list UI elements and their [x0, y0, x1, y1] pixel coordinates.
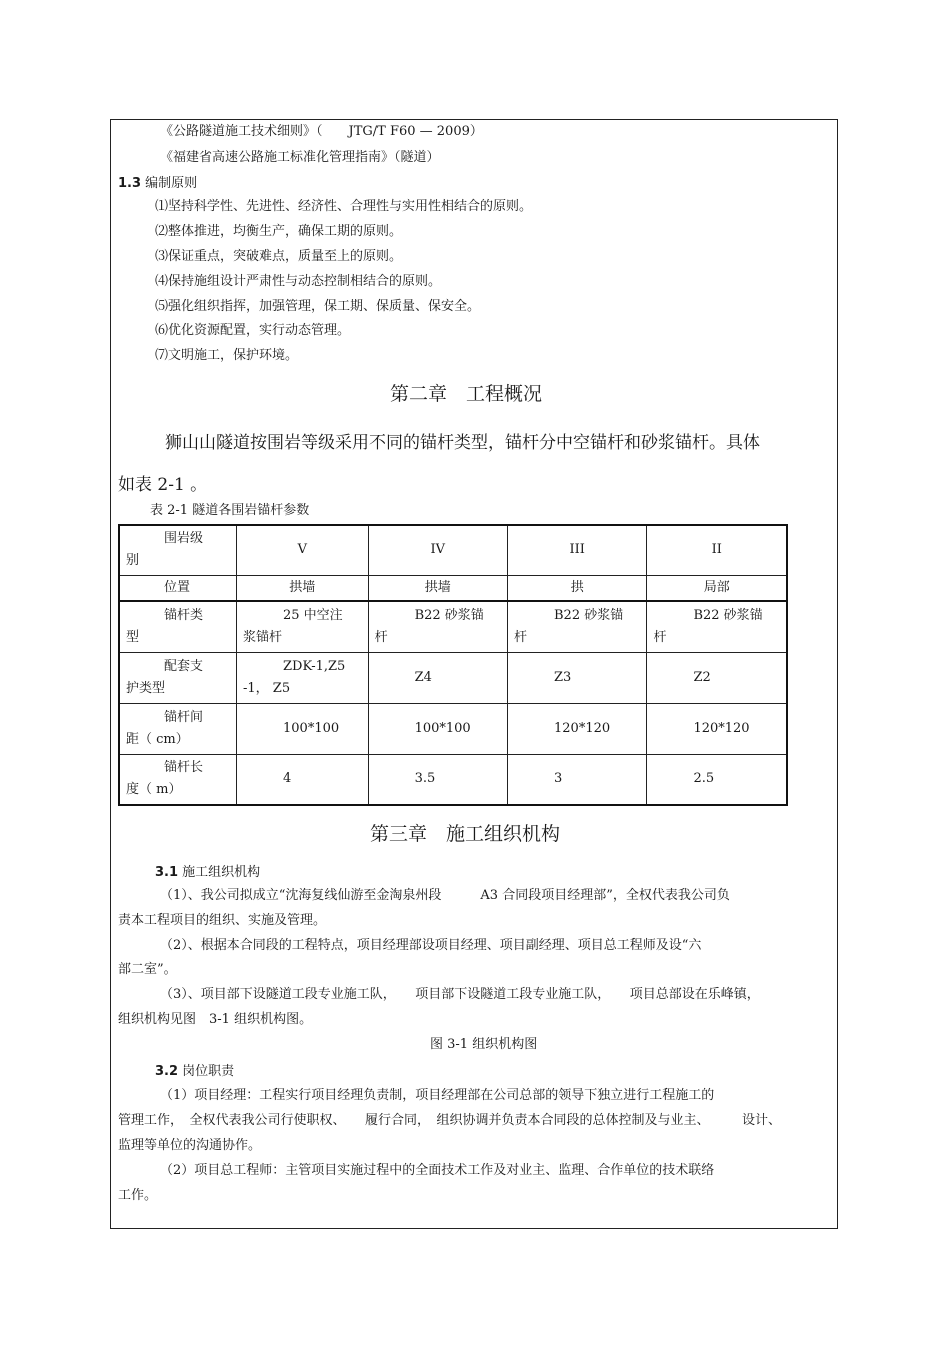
figure-caption: 图 3-1 组织机构图 — [430, 1037, 538, 1052]
table-cell: 25 中空注 浆锚杆 — [237, 601, 369, 652]
paragraph-line: （2）项目总工程师：主管项目实施过程中的全面技术工作及对业主、监理、合作单位的技术联络 — [160, 1163, 715, 1178]
principle-item: ⑺文明施工，保护环境。 — [155, 348, 299, 363]
principle-item: ⑵整体推进，均衡生产，确保工期的原则。 — [155, 224, 403, 239]
anchor-parameter-table — [118, 524, 788, 806]
grade-cell: V — [237, 525, 369, 575]
ref-line-1: 《公路隧道施工技术细则》（ JTG/T F60 — 2009） — [160, 124, 483, 139]
row-label: 锚杆长 度（ m） — [119, 754, 237, 805]
paragraph-line: （1）、我公司拟成立“沈海复线仙游至金淘泉州段 A3 合同段项目经理部”，全权代表我公司负 — [160, 888, 730, 903]
grade-cell: II — [647, 525, 787, 575]
table-cell: 3.5 — [368, 754, 507, 805]
table-cell: B22 砂浆锚 杆 — [368, 601, 507, 652]
chapter-3-title: 第三章 施工组织机构 — [370, 823, 561, 845]
table-cell: 100*100 — [368, 703, 507, 754]
table-cell: 拱墙 — [368, 575, 507, 601]
chapter-2-paragraph-line-2: 如表 2-1 。 — [118, 475, 208, 495]
row-label: 围岩级 别 — [119, 525, 237, 575]
paragraph-line: 部二室”。 — [118, 962, 177, 977]
table-cell: Z2 — [647, 652, 787, 703]
table-header-row — [119, 525, 787, 575]
paragraph-line: 组织机构见图 3-1 组织机构图。 — [118, 1012, 313, 1027]
table-cell: B22 砂浆锚 杆 — [508, 601, 647, 652]
ref-line-2: 《福建省高速公路施工标准化管理指南》（隧道） — [160, 150, 440, 165]
row-label: 配套支 护类型 — [119, 652, 237, 703]
section-number: 3.1 — [155, 865, 179, 880]
table-cell: 3 — [508, 754, 647, 805]
row-label: 锚杆类 型 — [119, 601, 237, 652]
table-cell: 120*120 — [508, 703, 647, 754]
section-number: 3.2 — [155, 1064, 179, 1079]
paragraph-line: 管理工作， 全权代表我公司行使职权、 履行合同， 组织协调并负责本合同段的总体控制及与业主、 设计、 — [118, 1113, 782, 1128]
principle-item: ⑷保持施组设计严肃性与动态控制相结合的原则。 — [155, 274, 442, 289]
principle-item: ⑴坚持科学性、先进性、经济性、合理性与实用性相结合的原则。 — [155, 199, 533, 214]
paragraph-line: 工作。 — [118, 1188, 158, 1203]
table-cell: 2.5 — [647, 754, 787, 805]
paragraph-line: 监理等单位的沟通协作。 — [118, 1138, 262, 1153]
table-row-position — [119, 575, 787, 601]
grade-cell: III — [508, 525, 647, 575]
table-row-anchor-type — [119, 601, 787, 652]
table-cell: 4 — [237, 754, 369, 805]
table-cell: ZDK-1,Z5 -1， Z5 — [237, 652, 369, 703]
section-title: 施工组织机构 — [182, 865, 261, 880]
table-row-support — [119, 652, 787, 703]
principle-item: ⑸强化组织指挥，加强管理，保工期、保质量、保安全。 — [155, 299, 481, 314]
table-cell: 100*100 — [237, 703, 369, 754]
paragraph-line: 责本工程项目的组织、实施及管理。 — [118, 913, 327, 928]
table-row-length — [119, 754, 787, 805]
grade-cell: IV — [368, 525, 507, 575]
chapter-2-title: 第二章 工程概况 — [390, 383, 543, 405]
table-cell: Z4 — [368, 652, 507, 703]
table-row-spacing — [119, 703, 787, 754]
paragraph-line: （2）、根据本合同段的工程特点，项目经理部设项目经理、项目副经理、项目总工程师及设“六 — [160, 938, 702, 953]
chapter-2-paragraph-line-1: 狮山山隧道按围岩等级采用不同的锚杆类型，锚杆分中空锚杆和砂浆锚杆。具体 — [165, 433, 760, 453]
section-title: 岗位职责 — [182, 1064, 235, 1079]
row-label: 锚杆间 距（ cm） — [119, 703, 237, 754]
section-title: 编制原则 — [145, 176, 198, 191]
paragraph-line: （1）项目经理：工程实行项目经理负责制，项目经理部在公司总部的领导下独立进行工程施工的 — [160, 1088, 715, 1103]
table-cell: 拱墙 — [237, 575, 369, 601]
table-cell: 拱 — [508, 575, 647, 601]
principle-item: ⑶保证重点，突破难点，质量至上的原则。 — [155, 249, 403, 264]
paragraph-line: （3）、项目部下设隧道工段专业施工队， 项目部下设隧道工段专业施工队， 项目总部设在乐峰镇， — [160, 987, 760, 1002]
table-cell: 局部 — [647, 575, 787, 601]
table-cell: B22 砂浆锚 杆 — [647, 601, 787, 652]
table-cell: 120*120 — [647, 703, 787, 754]
table-caption: 表 2-1 隧道各围岩锚杆参数 — [150, 503, 310, 518]
section-3-2-heading — [155, 1064, 234, 1080]
section-3-1-heading — [155, 865, 260, 881]
table-cell: Z3 — [508, 652, 647, 703]
row-label: 位置 — [119, 575, 237, 601]
principle-item: ⑹优化资源配置，实行动态管理。 — [155, 323, 351, 338]
section-number: 1.3 — [118, 176, 142, 191]
section-1-3-heading — [118, 176, 197, 192]
